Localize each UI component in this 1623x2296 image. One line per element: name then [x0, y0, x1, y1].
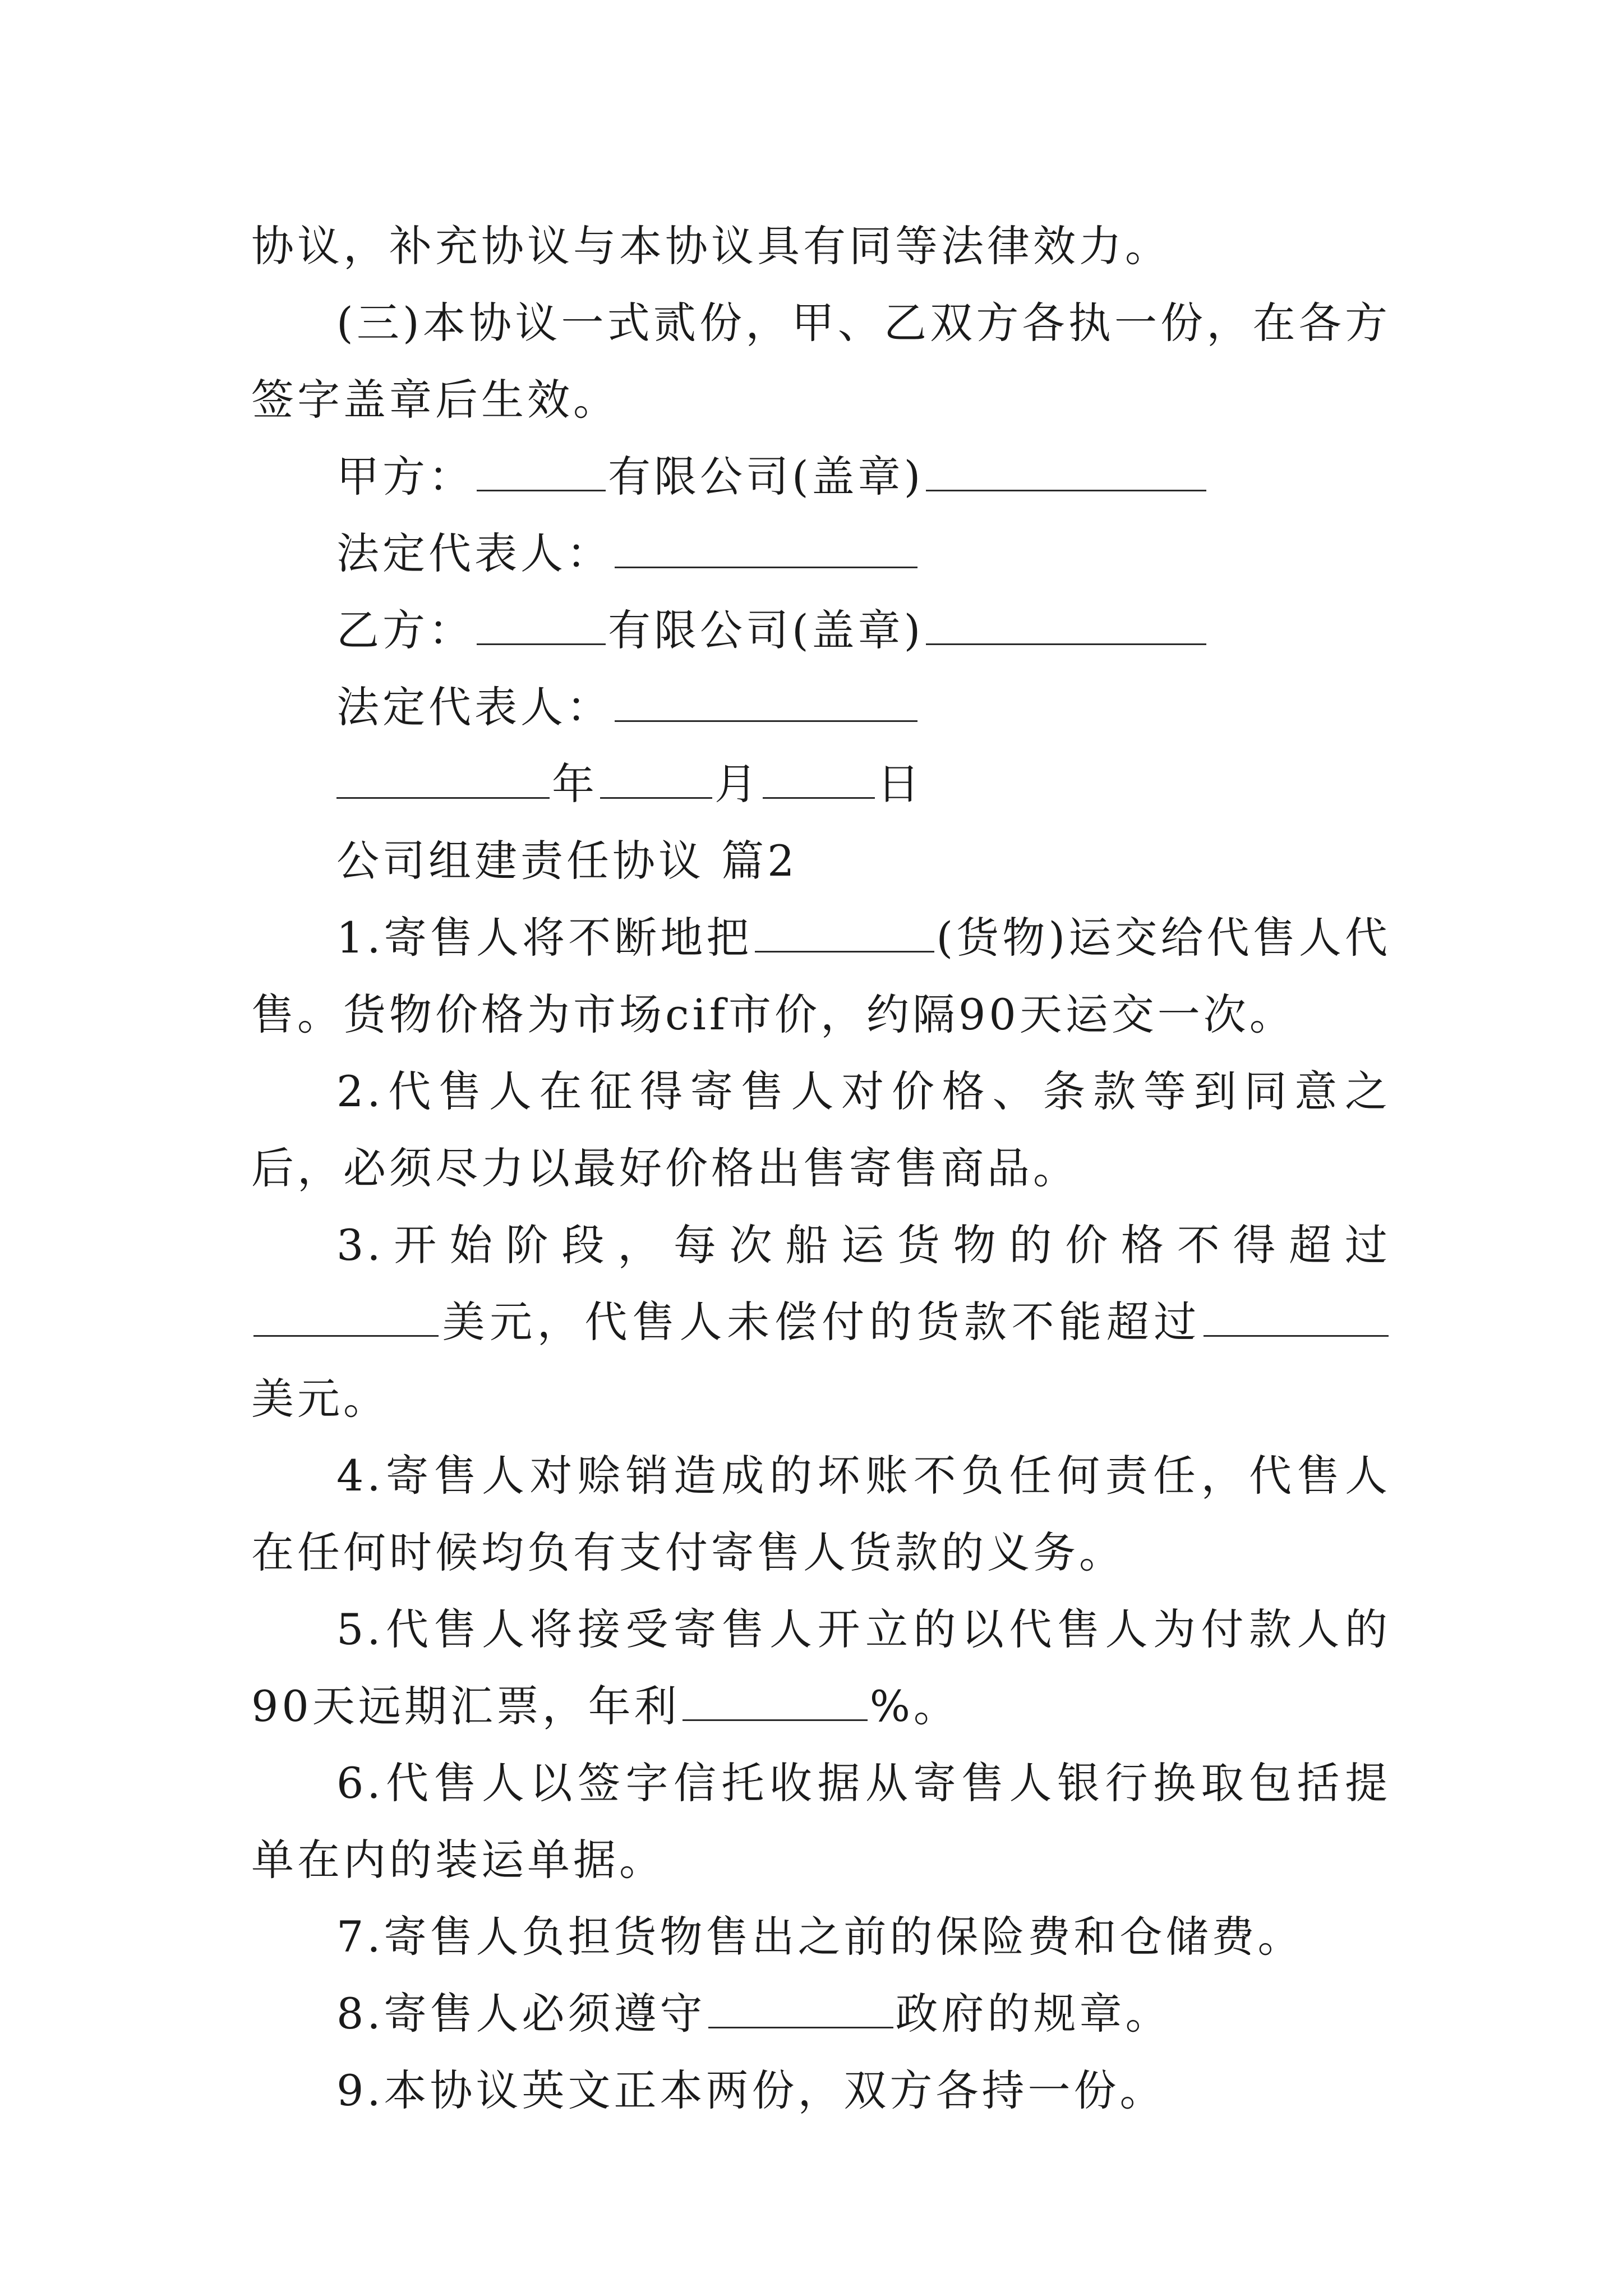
party-a-name-blank — [477, 446, 606, 491]
party-b-line — [251, 592, 1391, 669]
item-5-text-b: %。 — [869, 1681, 960, 1731]
item-6: 6.代售人以签字信托收据从寄售人银行换取包括提单在内的装运单据。 — [251, 1758, 1391, 1885]
interest-rate-blank — [683, 1676, 868, 1721]
party-a-rep-blank — [615, 523, 917, 568]
item-5-text-a: 5.代售人将接受寄售人开立的以代售人为付款人的90天远期汇票，年利 — [251, 1604, 1391, 1731]
document-page — [251, 208, 1391, 2129]
item-3-text-c: 美元。 — [251, 1374, 389, 1424]
party-b-company: 有限公司(盖章) — [608, 605, 924, 655]
date-day: 日 — [877, 759, 923, 809]
date-month: 月 — [714, 759, 760, 809]
item-8-text-a: 8.寄售人必须遵守 — [336, 1989, 706, 2039]
goods-blank — [755, 907, 934, 953]
party-a-seal-blank — [926, 446, 1206, 491]
item-1-text-b: (货物)运交给代售人代售。货物价格为市场cif市价，约隔90天运交一次。 — [251, 913, 1391, 1039]
item-1 — [251, 899, 1391, 1053]
day-blank — [763, 753, 875, 799]
party-a-rep-line — [251, 515, 1391, 592]
item-8 — [251, 1975, 1391, 2052]
party-a-label: 甲方： — [336, 452, 474, 501]
party-b-rep-label: 法定代表人： — [336, 682, 612, 732]
item-7: 7.寄售人负担货物售出之前的保险费和仓储费。 — [336, 1912, 1304, 1962]
item-8-text-b: 政府的规章。 — [895, 1989, 1172, 2039]
party-b-rep-blank — [615, 677, 917, 722]
item-4: 4.寄售人对赊销造成的坏账不负任何责任，代售人在任何时候均负有支付寄售人货款的义务。 — [251, 1451, 1391, 1577]
price-limit-blank — [253, 1291, 439, 1337]
item-3 — [251, 1207, 1391, 1437]
item-9: 9.本协议英文正本两份，双方各持一份。 — [336, 2065, 1166, 2115]
party-a-rep-label: 法定代表人： — [336, 528, 612, 578]
year-blank — [336, 753, 550, 799]
date-year: 年 — [552, 759, 598, 809]
item-5 — [251, 1591, 1391, 1745]
paragraph-continuation: 协议，补充协议与本协议具有同等法律效力。 — [251, 221, 1171, 271]
party-b-label: 乙方： — [336, 605, 474, 655]
item-3-text-a: 3.开始阶段，每次船运货物的价格不得超过 — [336, 1220, 1391, 1270]
date-line — [251, 746, 1391, 822]
section-title: 公司组建责任协议 篇2 — [336, 836, 798, 886]
unpaid-limit-blank — [1204, 1291, 1389, 1337]
item-2: 2.代售人在征得寄售人对价格、条款等到同意之后，必须尽力以最好价格出售寄售商品。 — [251, 1066, 1391, 1193]
item-3-text-b: 美元，代售人未偿付的货款不能超过 — [441, 1297, 1201, 1347]
party-b-name-blank — [477, 600, 606, 645]
item-1-text-a: 1.寄售人将不断地把 — [336, 913, 753, 963]
party-a-company: 有限公司(盖章) — [608, 452, 924, 501]
clause-3: (三)本协议一式贰份，甲、乙双方各执一份，在各方签字盖章后生效。 — [251, 298, 1391, 425]
government-blank — [708, 1983, 893, 2028]
party-a-line — [251, 438, 1391, 515]
party-b-rep-line — [251, 669, 1391, 746]
party-b-seal-blank — [926, 600, 1206, 645]
month-blank — [600, 753, 712, 799]
